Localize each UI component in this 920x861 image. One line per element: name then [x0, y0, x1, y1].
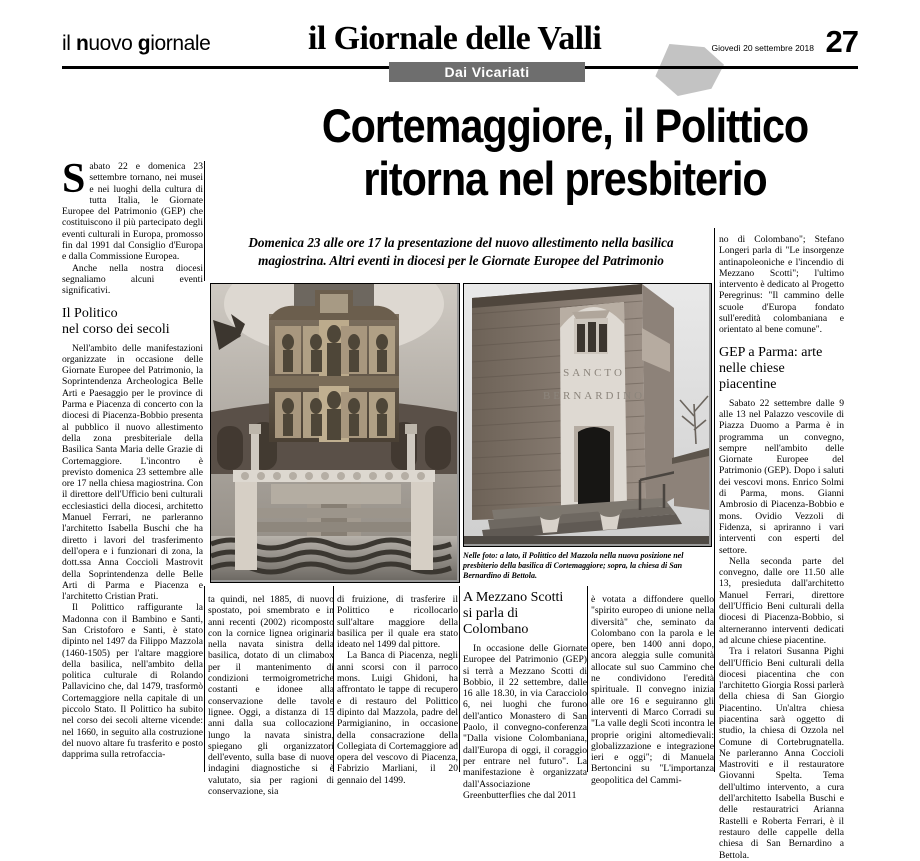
- polyptych-illustration: [211, 284, 457, 580]
- paragraph: Nell'ambito delle manifestazioni organizzate in occasione delle Giornate Europee del Patrimonio, la Soprintendenza Archeologica Belle Arti e Paesaggio per le province di Parma e Piacenza di concerto con la diocesi di Piacenza-Bobbio presenta al pubblico il nuovo allestimento della zona presbiteriale della Basilica Santa Maria delle Grazie di Cortemaggiore. L'incontro è previsto domenica 23 settembre alle ore 17 nella chiesa magiostrina. Con il direttore dell'Ufficio beni culturali ecclesiastici della diocesi, architetto Manuel Ferrari, ne parleranno l'architetto Isabella Buschi che ha diretto i lavori del trasferimento dell'opera e i funzionari di zona, la dott.ssa Anna Coccioli Mastrovit della Soprintendenza delle Belle Arti di Parma e Piacenza e l'architetto Cristian Prati.: [62, 342, 203, 603]
- paragraph: Nella seconda parte del convegno, dalle ore 11.50 alle 13, presieduta dall'architetto Manuel Ferrari, direttore dell'Ufficio Beni culturali della diocesi di Piacenza-Bobbio, si alterneranno interventi dedicati ad alcune chiese piacentine.: [719, 555, 844, 646]
- column-divider-3: [459, 586, 460, 772]
- section-banner: Dai Vicariati: [389, 62, 585, 82]
- article-column-2: [208, 594, 334, 797]
- paragraph-text: abato 22 e domenica 23 settembre tornano, nei musei e nei luoghi della cultura di tutta Italia, le Giornate Europee del Patrimonio (GEP) che costituiscono il più partecipato degli eventi culturali in Europa, promosso fin dal 1991 dal Consiglio d'Europa e dalla Commissione Europea.: [62, 161, 203, 263]
- article-column-1: [62, 156, 203, 761]
- headline-line-2: ritorna nel presbiterio: [363, 152, 767, 205]
- column-divider-4: [587, 586, 588, 772]
- drop-cap: S: [62, 156, 86, 202]
- subheading-line-2: nelle chiese piacentine: [719, 360, 785, 392]
- subheading-il-politico: [62, 306, 203, 338]
- paragraph: Tra i relatori Susanna Pighi dell'Ufficio Beni culturali della diocesi piacentina che con l'architetto Giorgia Rossi parlerà della chiesa di San Giorgio Piacentino. Un'altra chiesa piacentina sarà oggetto di studio, la chiesa di Ozzola nel Comune di Cortebrugnatella. Ne parleranno Anna Coccioli Mastroviti e il restauratore Giovanni Spelta. Tema dell'ultimo intervento, a cura dell'architetto Isabella Buschi e delle restauratrici Arianna Rastelli e Roberta Ferrari, è il restauro delle cappelle della chiesa di San Bernardino a Bettola.: [719, 646, 844, 861]
- article-column-3: [337, 594, 458, 786]
- column-divider-1: [204, 586, 205, 772]
- photo-polyptych: [210, 283, 460, 583]
- paragraph: In occasione delle Giornate Europee del Patrimonio (GEP) si terrà a Mezzano Scotti di Bobbio, il 22 settembre, dalle 16 alle 18.30, in via Caracciolo 6, nei luoghi che furono dell'antico Monastero di San Paolo, il convegno-conferenza "Dalla visione Colombaniana, dall'Europa di oggi, il coraggio per entrare nel futuro". La manifestazione è organizzata dall'Associazione Greenbutterflies che dal 2011: [463, 643, 587, 801]
- subheading-line-1: GEP a Parma: arte: [719, 344, 823, 360]
- column-divider-left: [204, 161, 205, 281]
- paragraph: Il Polittico raffigurante la Madonna con il Bambino e Santi, San Cristoforo e Santi, è stato dipinto nel 1497 da Filippo Mazzola (1460-1505) per l'altare maggiore della basilica, nell'ambito della politica culturale di Rolando Pallavicino che, dal 1479, trasformò Cortemaggiore nella capitale di un piccolo Stato. Il Polittico ha subito nel corso dei secoli alterne vicende: nel 1660, in seguito alla costruzione del nuovo altare fu trasferito e posto dapprima sulla retrofaccia-: [62, 602, 203, 761]
- subheading-line-2: si parla di Colombano: [463, 606, 529, 637]
- page-title: [254, 99, 875, 205]
- paragraph: Anche nella nostra diocesi segnaliamo alcuni eventi significativi.: [62, 262, 203, 297]
- photo-caption: Nelle foto: a lato, il Polittico del Mazzola nella nuova posizione nel presbiterio della basilica di Cortemaggiore; sopra, la chiesa di San Bernardino di Bettola.: [463, 551, 684, 581]
- publication-logo: il nuovo giornale: [62, 32, 211, 55]
- paragraph: di fruizione, di trasferire il Polittico e ricollocarlo sull'altare maggiore della basilica per il quale era stato ideato nel 1499 dal pittore.: [337, 594, 458, 651]
- article-column-5: [591, 594, 714, 786]
- paragraph: è votata a diffondere quello "spirito europeo di unione nella diversità" che, seminato da Colombano con la parola e le opere, ben 1400 anni dopo, ancora aleggia sulle comunità allocate sul suo Cammino che ne condividono l'eredità spirituale. Il convegno inizia alle ore 16 e seguiranno gli interventi di Marco Corradi su "La valle degli Scoti incontra le proprie origini altomedievali: globalizzazione e integrazione ieri e oggi"; di Manuela Bertoncini su "L'importanza geopolitica del Cammi-: [591, 594, 714, 786]
- section-masthead-title: il Giornale delle Valli: [308, 20, 602, 57]
- photo-church-san-bernardino: [463, 283, 712, 547]
- paragraph: [62, 156, 203, 263]
- subheading-gep-parma: [719, 345, 844, 393]
- subheading-line-1: Il Politico: [62, 305, 118, 321]
- church-illustration: [464, 284, 709, 544]
- article-column-4: [463, 590, 587, 801]
- headline-line-1: Cortemaggiore, il Polittico: [321, 99, 809, 152]
- subheading-mezzano-scotti: [463, 590, 587, 638]
- article-deck: Domenica 23 alle ore 17 la presentazione del nuovo allestimento nella basilica magiostrina. Altri eventi in diocesi per le Giornate Europee del Patrimonio: [248, 235, 674, 268]
- subheading-line-1: A Mezzano Scotti: [463, 590, 564, 605]
- issue-date: Giovedì 20 settembre 2018: [711, 43, 814, 53]
- column-divider-right: [714, 228, 715, 772]
- paragraph: Sabato 22 settembre dalle 9 alle 13 nel Palazzo vescovile di Piazza Duomo a Parma è in programma un convegno, sempre nell'ambito delle Giornate Europee del Patrimonio (GEP). Dopo i saluti dei vescovi mons. Enrico Solmi di Parma, mons. Gianni Ambrosio di Piacenza-Bobbio e mons. Ovidio Vezzoli di Fidenza, si apriranno i vari interventi con esperti del settore.: [719, 397, 844, 556]
- paragraph: no di Colombano"; Stefano Longeri parla di "Le insorgenze antinapoleoniche e l'incendio di Mezzano Scotti"; l'ultimo intervento è dedicato al Progetto Peregrinus: "Il cammino delle scuole d'Europa fondato sull'eredità colombaniana e orientato al bene comune".: [719, 234, 844, 336]
- subheading-line-2: nel corso dei secoli: [62, 321, 170, 337]
- church-inscription-line-2: BERNARDINO: [542, 390, 646, 402]
- paragraph: La Banca di Piacenza, negli anni scorsi con il parroco mons. Luigi Ghidoni, ha affrontato le tappe di recupero e di restauro del Polittico dipinto dal Mazzola, padre del Parmigianino, in occasione della consacrazione della Collegiata di Cortemaggiore ad opera del vescovo di Piacenza, Fabrizio Marliani, il 20 gennaio del 1499.: [337, 650, 458, 786]
- page-number: 27: [825, 24, 858, 59]
- paragraph: ta quindi, nel 1885, di nuovo spostato, poi smembrato e in anni recenti (2002) ricomposto con la cornice lignea originaria nella navata sinistra della basilica, dotato di un climabox per il mantenimento di condizioni termoigrometriche costanti e idonee alla conservazione delle tavole lignee. Oggi, a distanza di 15 anni dalla sua collocazione lungo la navata sinistra, spiegano gli organizzatori dell'evento, sulla base di nuove indagini diagnostiche si è valutato, sia per ragioni di conservazione, sia: [208, 594, 334, 798]
- church-inscription-line-1: SANCTO: [563, 367, 625, 379]
- article-column-6: [719, 234, 844, 861]
